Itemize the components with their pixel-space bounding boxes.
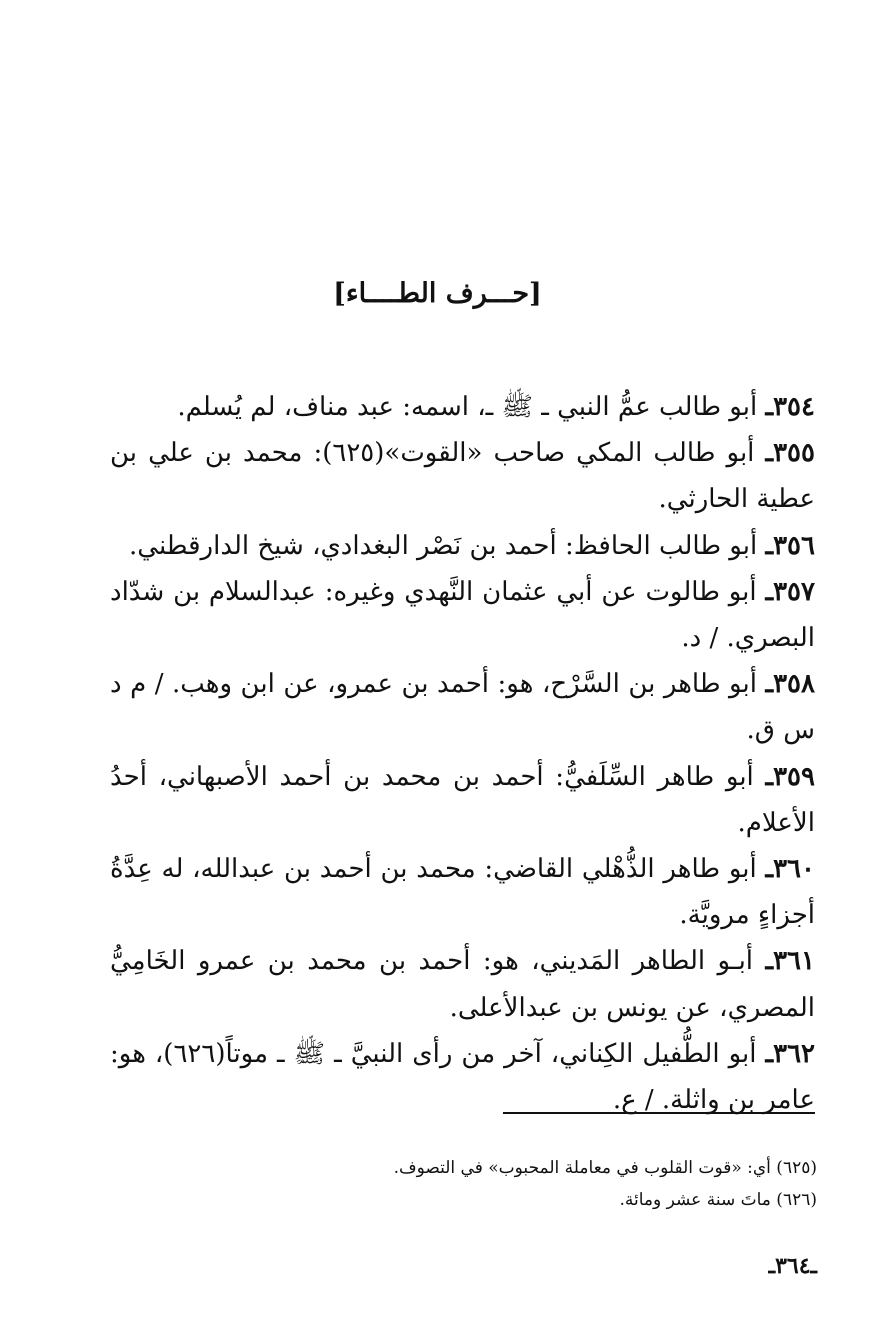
entry-number: ٣٥٥ـ: [765, 438, 815, 469]
entry-359: [110, 754, 815, 846]
entry-355: [110, 430, 815, 522]
entry-text: أبو طالب الحافظ: أحمد بن نَصْر البغدادي، شيخ الدارقطني.: [129, 530, 766, 561]
page-number: ـ٣٦٤ـ: [768, 1253, 817, 1279]
entry-362: [110, 1031, 815, 1123]
entry-number: ٣٥٨ـ: [765, 669, 815, 700]
entry-text: أبو طالب المكي صاحب «القوت»(٦٢٥): محمد بن علي بن عطية الحارثي.: [110, 438, 815, 515]
entry-357: [110, 569, 815, 661]
footnote-626: (٦٢٦) ماتَ سنة عشر ومائة.: [619, 1190, 817, 1210]
entry-number: ٣٥٧ـ: [765, 576, 815, 607]
entry-360: [110, 846, 815, 938]
entry-text: أبو طاهر الذُّهْلي القاضي: محمد بن أحمد بن عبدالله، له عِدَّةُ أجزاءٍ مرويَّة.: [110, 854, 815, 931]
entry-number: ٣٥٤ـ: [765, 392, 815, 422]
entry-356: [110, 523, 815, 569]
entry-text: أبو طاهر بن السَّرْح، هو: أحمد بن عمرو، عن ابن وهب. / م د س ق.: [110, 669, 815, 746]
entry-number: ٣٦٠ـ: [765, 854, 815, 885]
entry-number: ٣٦٢ـ: [765, 1038, 816, 1069]
footnote-divider: [503, 1112, 815, 1114]
entry-number: ٣٥٦ـ: [765, 530, 815, 561]
entry-number: ٣٥٩ـ: [765, 761, 815, 792]
entry-354: [110, 384, 815, 430]
footnotes: [112, 1152, 817, 1216]
entry-text: أبـو الطاهر المَديني، هو: أحمد بن محمد بن عمرو الخَامِيُّ المصري، عن يونس بن عبدالأعلى.: [110, 946, 815, 1023]
entry-number: ٣٦١ـ: [765, 946, 815, 977]
footnote-625: (٦٢٥) أي: «قوت القلوب في معاملة المحبوب» في التصوف.: [393, 1158, 817, 1178]
entry-text: أبو الطُّفيل الكِناني، آخر من رأى النبيَّ ـ ﷺ ـ موتاً(٦٢٦)، هو: عامر بن واثلة. / ع.: [110, 1038, 815, 1116]
section-heading: [حـــرف الطــــاء]: [333, 278, 542, 309]
entry-text: أبو طاهر السِّلَفيُّ: أحمد بن محمد بن أحمد الأصبهاني، أحدُ الأعلام.: [110, 761, 815, 838]
entry-358: [110, 661, 815, 753]
entry-361: [110, 938, 815, 1030]
entries-list: [110, 384, 815, 1123]
entry-text: أبو طالب عمُّ النبي ـ ﷺ ـ، اسمه: عبد مناف، لم يُسلم.: [177, 392, 766, 422]
entry-text: أبو طالوت عن أبي عثمان النَّهدي وغيره: عبدالسلام بن شدّاد البصري. / د.: [110, 576, 815, 654]
